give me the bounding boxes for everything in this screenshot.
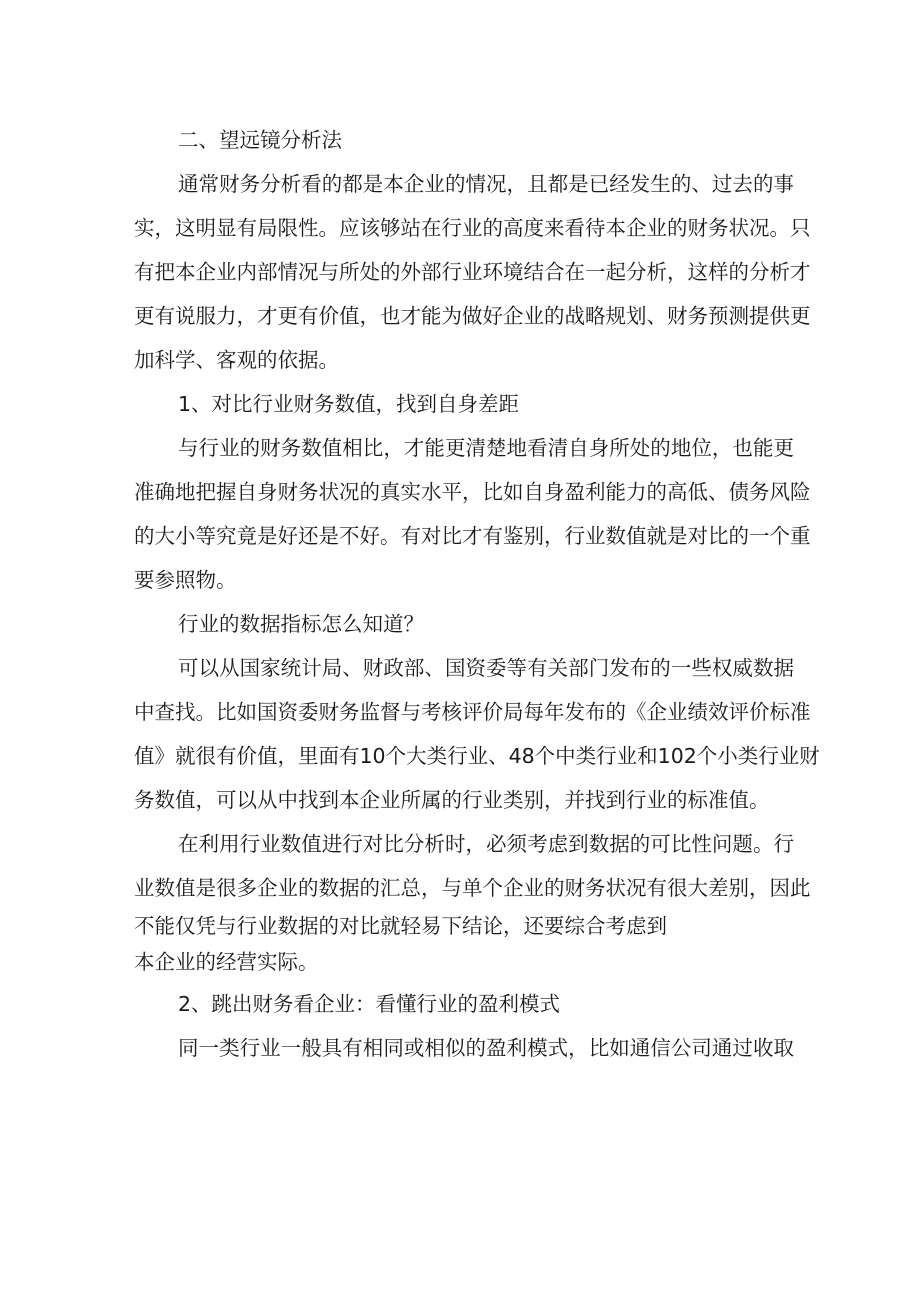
document-body xyxy=(134,118,820,1070)
section-heading: 二、望远镜分析法 xyxy=(178,128,342,152)
paragraph-line: 与行业的财务数值相比，才能更清楚地看清自身所处的地位，也能更 xyxy=(178,436,794,460)
paragraph-line: 更有说服力，才更有价值，也才能为做好企业的战略规划、财务预测提供更 xyxy=(134,304,811,328)
paragraph-line: 要参照物。 xyxy=(134,568,237,592)
paragraph-line: 值》就很有价值，里面有10个大类行业、48个中类行业和102个小类行业财 xyxy=(134,744,820,768)
paragraph-line: 通常财务分析看的都是本企业的情况，且都是已经发生的、过去的事 xyxy=(178,172,794,196)
paragraph-line: 同一类行业一般具有相同或相似的盈利模式，比如通信公司通过收取 xyxy=(178,1036,794,1060)
paragraph-line: 本企业的经营实际。 xyxy=(134,950,319,974)
subsection-heading: 2、跳出财务看企业：看懂行业的盈利模式 xyxy=(178,992,561,1016)
paragraph-line: 可以从国家统计局、财政部、国资委等有关部门发布的一些权威数据 xyxy=(178,656,794,680)
paragraph-line: 不能仅凭与行业数据的对比就轻易下结论，还要综合考虑到 xyxy=(134,914,667,938)
paragraph-line: 的大小等究竟是好还是不好。有对比才有鉴别，行业数值就是对比的一个重 xyxy=(134,524,811,548)
question-line: 行业的数据指标怎么知道？ xyxy=(178,612,424,636)
paragraph-line: 务数值，可以从中找到本企业所属的行业类别，并找到行业的标准值。 xyxy=(134,788,770,812)
paragraph-line: 加科学、客观的依据。 xyxy=(134,348,339,372)
paragraph-line: 准确地把握自身财务状况的真实水平，比如自身盈利能力的高低、债务风险 xyxy=(134,480,811,504)
subsection-heading: 1、对比行业财务数值，找到自身差距 xyxy=(178,392,520,416)
paragraph-line: 中查找。比如国资委财务监督与考核评价局每年发布的《企业绩效评价标准 xyxy=(134,700,811,724)
paragraph-line: 实，这明显有局限性。应该够站在行业的高度来看待本企业的财务状况。只 xyxy=(134,216,811,240)
paragraph-line: 有把本企业内部情况与所处的外部行业环境结合在一起分析，这样的分析才 xyxy=(134,260,811,284)
paragraph-line: 业数值是很多企业的数据的汇总，与单个企业的财务状况有很大差别，因此 xyxy=(134,876,811,900)
paragraph-line: 在利用行业数值进行对比分析时，必须考虑到数据的可比性问题。行 xyxy=(178,832,794,856)
